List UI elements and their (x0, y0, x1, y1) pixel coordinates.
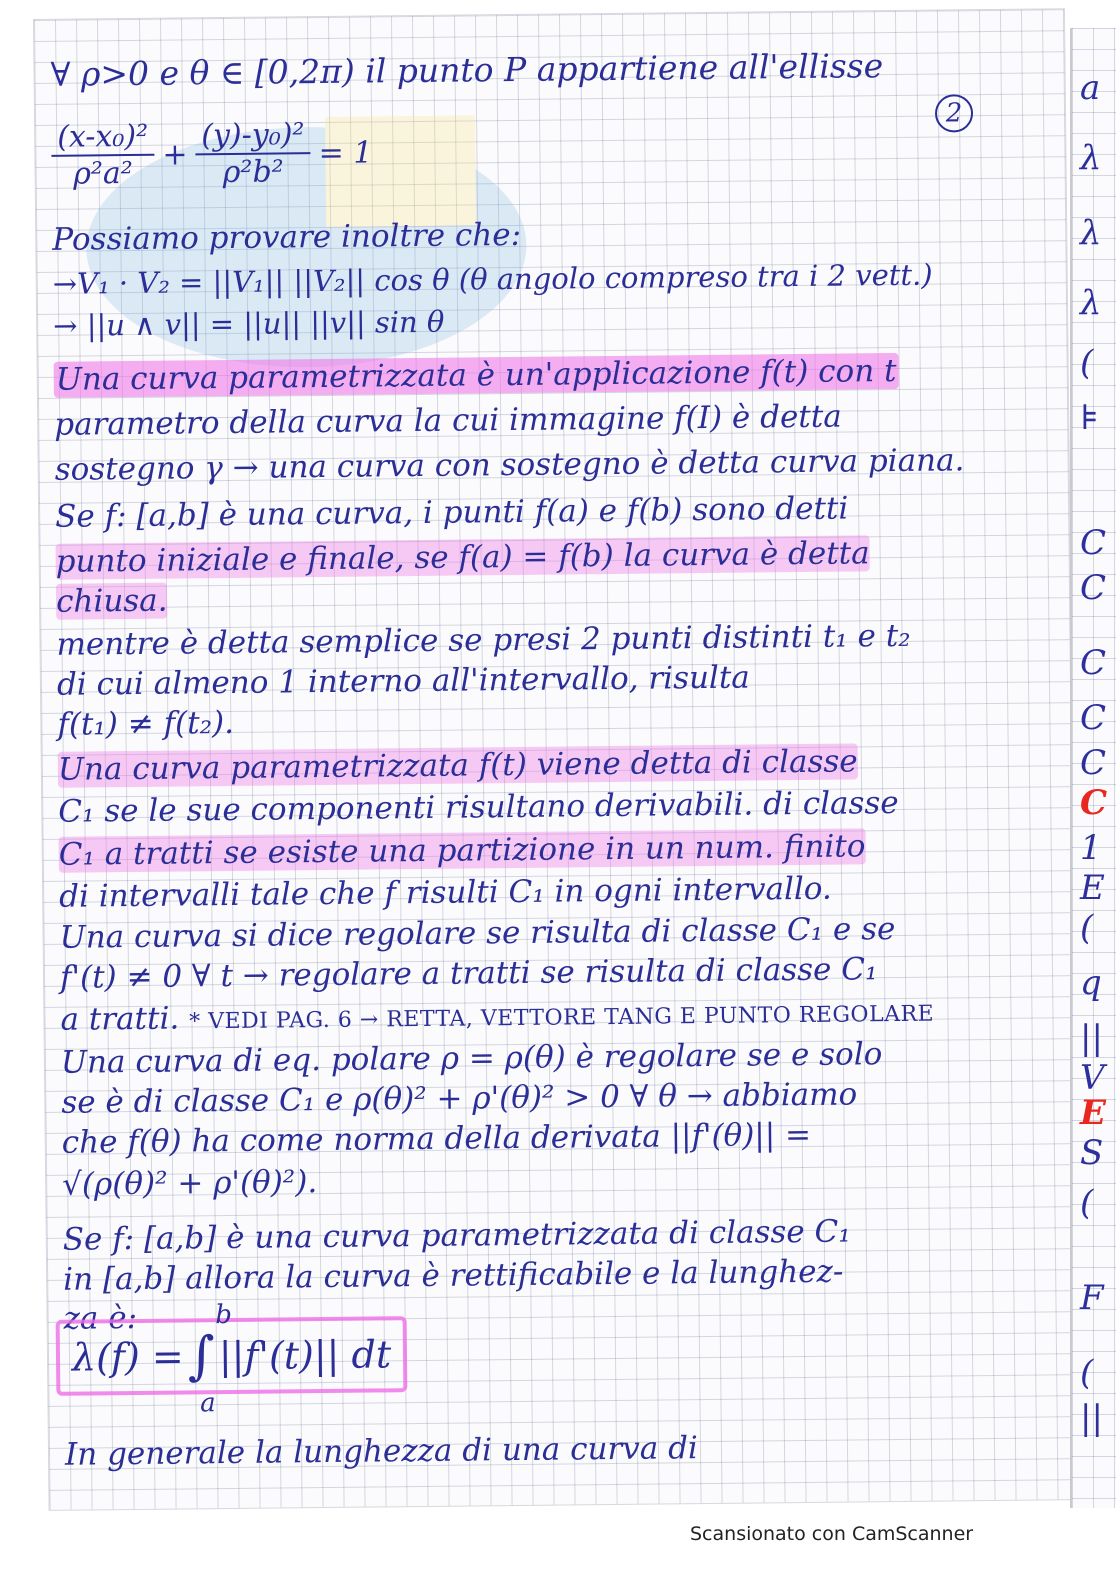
ellipse-fraction-x: $\frac{\text{(x-x₀)²}}{\text{ρ²a²}}$ (51, 119, 155, 192)
ellipse-fraction-y: $\frac{\text{(y)-y₀)²}}{\text{ρ²b²}}$ (195, 117, 311, 190)
arc-length-formula: λ(f) = ∫ b a ||f'(t)|| dt (56, 1316, 408, 1396)
highlight: C₁ a tratti se esiste una partizione in un num. finito (58, 828, 866, 873)
page-number-circle: 2 (935, 94, 973, 132)
text-line: f(t₁) ≠ f(t₂). (57, 704, 235, 743)
highlight: Una curva parametrizzata f(t) viene detta di classe (57, 743, 858, 788)
text-line: C₁ se le sue componenti risultano derivabili. di classe (58, 784, 899, 830)
text-line: Possiamo provare inoltre che: (52, 216, 522, 258)
text-line: Una curva si dice regolare se risulta di classe C₁ e se (59, 911, 896, 956)
vedi-pag-note: * VEDI PAG. 6 → RETTA, VETTORE TANG E PUNTO REGOLARE (189, 1001, 935, 1035)
text-line (54, 352, 899, 398)
text-line: Se f: [a,b] è una curva parametrizzata di classe C₁ (62, 1213, 851, 1258)
text-line: √(ρ(θ)² + ρ'(θ)²). (62, 1164, 318, 1203)
highlight: Una curva parametrizzata è un'applicazione f(t) con t (55, 352, 897, 398)
text-line: In generale la lunghezza di una curva di (64, 1430, 699, 1473)
highlight: chiusa. (55, 582, 168, 620)
text-line: Se f: [a,b] è una curva, i punti f(a) e f(b) sono detti (55, 490, 849, 535)
scanner-footer: Scansionato con CamScanner (690, 1523, 974, 1545)
text-line: in [a,b] allora la curva è rettificabile e la lunghez- (63, 1253, 844, 1298)
text-line: f'(t) ≠ 0 ∀ t → regolare a tratti se risulta di classe C₁ (59, 951, 878, 996)
text-line: di cui almeno 1 interno all'intervallo, risulta (56, 659, 751, 703)
text-line (57, 743, 858, 788)
text-line: mentre è detta semplice se presi 2 punti distinti t₁ e t₂ (56, 617, 911, 663)
text-line (58, 828, 866, 873)
text-line: za è: (63, 1299, 138, 1337)
text-line: parametro della curva la cui immagine f(I) è detta (54, 398, 842, 443)
text-line: se è di classe C₁ e ρ(θ)² + ρ'(θ)² > 0 ∀ θ → abbiamo (61, 1076, 858, 1121)
next-page-edge: a λ λ λ ( ⊧ C C C C C C 1 E ( q || V E S ( F ( || (1070, 28, 1116, 1508)
text-line (55, 582, 168, 620)
ellipse-intro-line: ∀ ρ>0 e θ ∈ [0,2π) il punto P appartiene all'ellisse (50, 46, 884, 94)
text-line: a tratti. * VEDI PAG. 6 → RETTA, VETTORE TANG E PUNTO REGOLARE (60, 1000, 935, 1038)
text-line: →V₁ · V₂ = ||V₁|| ||V₂|| cos θ (θ angolo compreso tra i 2 vett.) (52, 257, 933, 301)
integral-sign: ∫ b a (187, 1299, 233, 1419)
text-line: di intervalli tale che f risulti C₁ in ogni intervallo. (58, 870, 832, 915)
notebook-page (34, 9, 1080, 1510)
ellipse-equation: $\frac{\text{(x-x₀)²}}{\text{ρ²a²}}$ + $\frac{\text{(y)-y₀)²}}{\text{ρ²b²}}$ = 1 (51, 116, 373, 191)
text-line: → ||u ∧ v|| = ||u|| ||v|| sin θ (53, 304, 445, 343)
text-line: sostegno γ → una curva con sostegno è detta curva piana. (54, 442, 965, 488)
text-line: che f(θ) ha come norma della derivata ||f'(θ)|| = (61, 1116, 812, 1161)
text-line: Una curva di eq. polare ρ = ρ(θ) è regolare se e solo (60, 1036, 883, 1081)
highlight: punto iniziale e finale, se f(a) = f(b) la curva è detta (55, 535, 870, 580)
text-line (55, 535, 870, 580)
